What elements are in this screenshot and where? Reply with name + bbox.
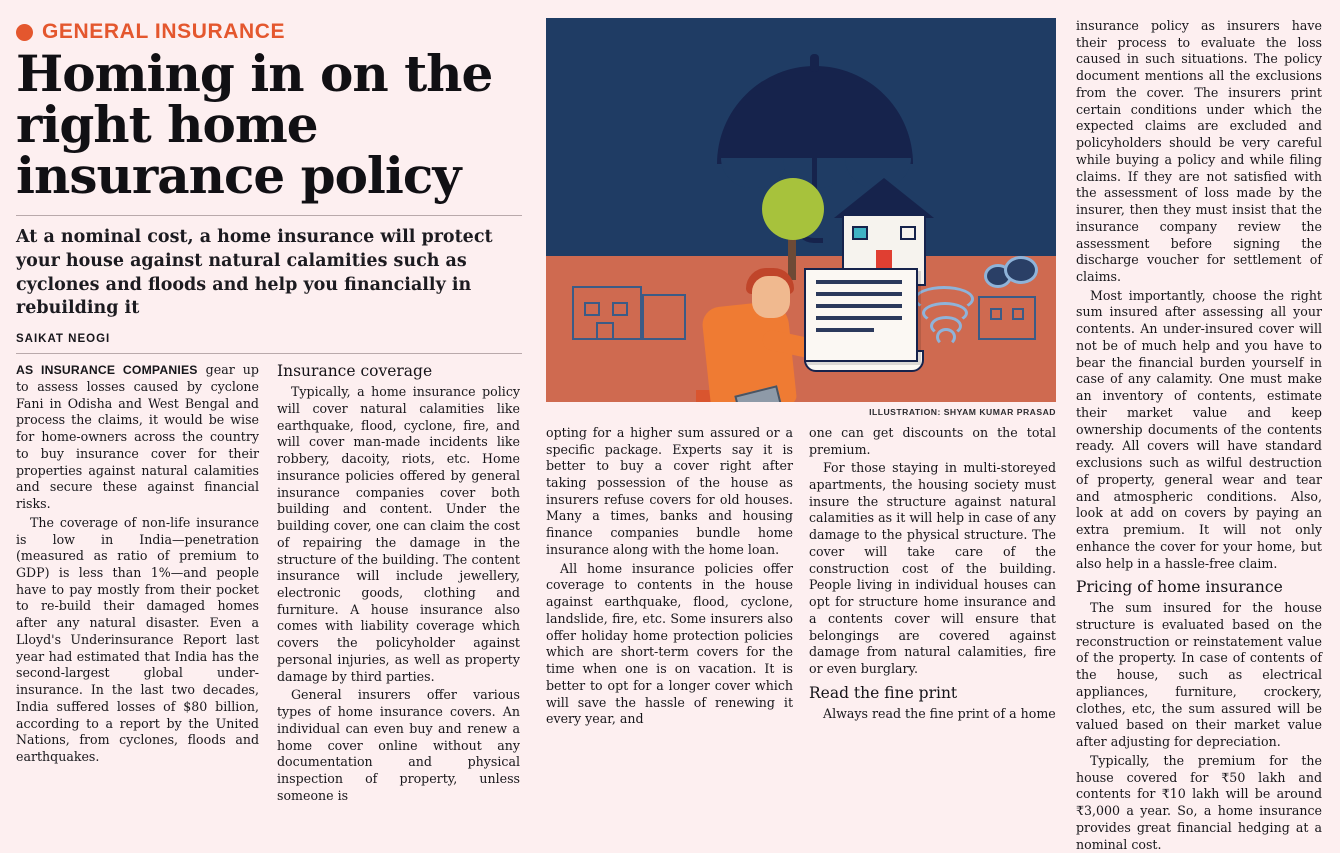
illustration-credit: ILLUSTRATION: SHYAM KUMAR PRASAD (869, 406, 1056, 417)
paragraph: General insurers offer various types of home insurance covers. An individual can even buy and renew a home cover online without any documentation and physical inspection of property, unless someone is (277, 687, 520, 803)
ghost-house-icon (642, 294, 686, 340)
divider-under-headline (16, 215, 522, 216)
document-line (816, 292, 902, 296)
paragraph: one can get discounts on the total premium. (809, 424, 1056, 457)
standfirst: At a nominal cost, a home insurance will protect your house against natural calamities such as cyclones and floods and help you financially in rebuilding it (16, 227, 493, 319)
document-line (816, 304, 902, 308)
paragraph-text: gear up to assess losses caused by cyclone Fani in Odisha and West Bengal and process the claims, it would be wise for home-owners across the country to buy insurance cover for their properties against natural calamities and secure these against financial risks. (16, 362, 259, 512)
factory-window-icon (1012, 308, 1024, 320)
byline: SAIKAT NEOGI (16, 333, 111, 346)
article-illustration (546, 18, 1056, 402)
ghost-door-icon (596, 322, 614, 340)
section-kicker (16, 20, 522, 44)
bullet-dot-icon (16, 24, 33, 41)
document-line (816, 316, 902, 320)
lead-bold-text: AS INSURANCE COMPANIES (16, 363, 198, 378)
paragraph: For those staying in multi-storeyed apartments, the housing society must insure the structure against natural calamities as it will help in case of any damage to the physical structure. The cover will take care of the construction cost of the building. People living in individual houses can opt for structure home insurance and a contents cover will ensure that belongings are covered against damage from natural calamities, fire or even burglary. (809, 460, 1056, 677)
paragraph: insurance policy as insurers have their process to evaluate the loss caused in such situations. The policy document mentions all the exclusions from the cover. The insurers print certain conditions under which the expected claims are excluded and policyholders should be very careful while buying a policy and while filing claims. If they are not satisfied with the assessment of loss made by the insurer, then they must insist that the insurance company review the assessment before signing the discharge voucher for settlement of claims. (1076, 18, 1322, 285)
tree-foliage (762, 178, 824, 240)
center-two-columns (546, 425, 1056, 730)
ghost-window-icon (612, 302, 628, 316)
divider-under-byline (16, 353, 522, 354)
smoke-icon (1004, 256, 1038, 284)
subheading-read-the-fine-print: Read the fine print (809, 683, 958, 702)
column-5 (1066, 18, 1322, 852)
document-line (816, 280, 902, 284)
ghost-window-icon (584, 302, 600, 316)
man-head (752, 276, 790, 318)
page-title: Homing in on the right home insurance policy (16, 44, 493, 205)
paragraph: Always read the fine print of a home (823, 705, 1056, 721)
column-4 (809, 425, 1056, 730)
factory-window-icon (990, 308, 1002, 320)
subheading-pricing-of-home-insurance: Pricing of home insurance (1076, 578, 1283, 597)
paragraph: Typically, the premium for the house covered for ₹50 lakh and contents for ₹10 lakh will be around ₹3,000 a year. So, a home insurance provides great financial hedging at a nominal cost. (1076, 752, 1322, 852)
ghost-house-roof-icon (564, 266, 652, 292)
cyclone-icon (936, 328, 956, 346)
factory-icon (978, 296, 1036, 340)
paragraph: The coverage of non-life insurance is low in India—penetration (measured as ratio of premium to GDP) is less than 1%—and people have to pay mostly from their pocket to re-build their damaged homes after any natural disaster. Even a Lloyd's Underinsurance Report last year had estimated that India has the second-largest global under-insurance. In the last two decades, India suffered losses of $80 billion, according to a report by the United Nations, from cyclones, floods and earthquakes. (16, 514, 259, 765)
house-roof (834, 178, 934, 218)
subheading-insurance-coverage: Insurance coverage (277, 362, 433, 381)
paragraph: opting for a higher sum assured or a specific package. Experts say it is better to buy a cover right after taking possession of the house as insurers refuse covers for old houses. Many a times, banks and housing finance companies bundle home insurance along with the home loan. (546, 424, 793, 557)
column-3 (546, 425, 793, 730)
umbrella-tip (810, 54, 819, 72)
paragraph: The sum insured for the house structure is evaluated based on the reconstruction or reinstatement value of the property. In case of contents of the house, such as electrical appliances, furniture, crockery, clothes, etc, the sum assured will be valued based on their market value after adjusting for depreciation. (1076, 600, 1322, 750)
paragraph: Typically, a home insurance policy will cover natural calamities like earthquake, flood, cyclone, fire, and will cover man-made incidents like robbery, dacoity, riots, etc. Home insurance policies offered by general insurance companies cover both building and content. Under the building cover, one can claim the cost of repairing the damage in the structure of the building. The content insurance will include jewellery, electronic goods, clothing and furniture. A house insurance also comes with liability coverage which covers the policyholder against personal injuries, as well as property damage by third parties. (277, 384, 520, 684)
kicker-label: GENERAL INSURANCE (42, 20, 286, 43)
center-block (536, 18, 1066, 730)
left-column-block (16, 18, 536, 803)
document-line (816, 328, 874, 332)
paragraph: All home insurance policies offer coverage to contents in the house against earthquake, flood, cyclone, landslide, fire, etc. Some insurers also offer holiday home protection policies which are short-term covers for the time when one is on vacation. It is better to opt for a longer cover which will save the hassle of renewing it every year, and (546, 560, 793, 727)
paragraph (16, 362, 259, 513)
house-window (852, 226, 868, 240)
paragraph: Most importantly, choose the right sum insured after assessing all your contents. An under-insured cover will not be of much help and you have to bear the financial burden yourself in case of any calamity. One must make an inventory of contents, estimate their market value and keep ownership documents of the contents ready. All covers will have standard exclusions such as wilful destruction of property, general wear and tear and atmospheric conditions. Also, look at add on covers by paying an extra premium. It will not only enhance the cover for your home, but also help in a hassle-free claim. (1076, 287, 1322, 571)
house-window (900, 226, 916, 240)
